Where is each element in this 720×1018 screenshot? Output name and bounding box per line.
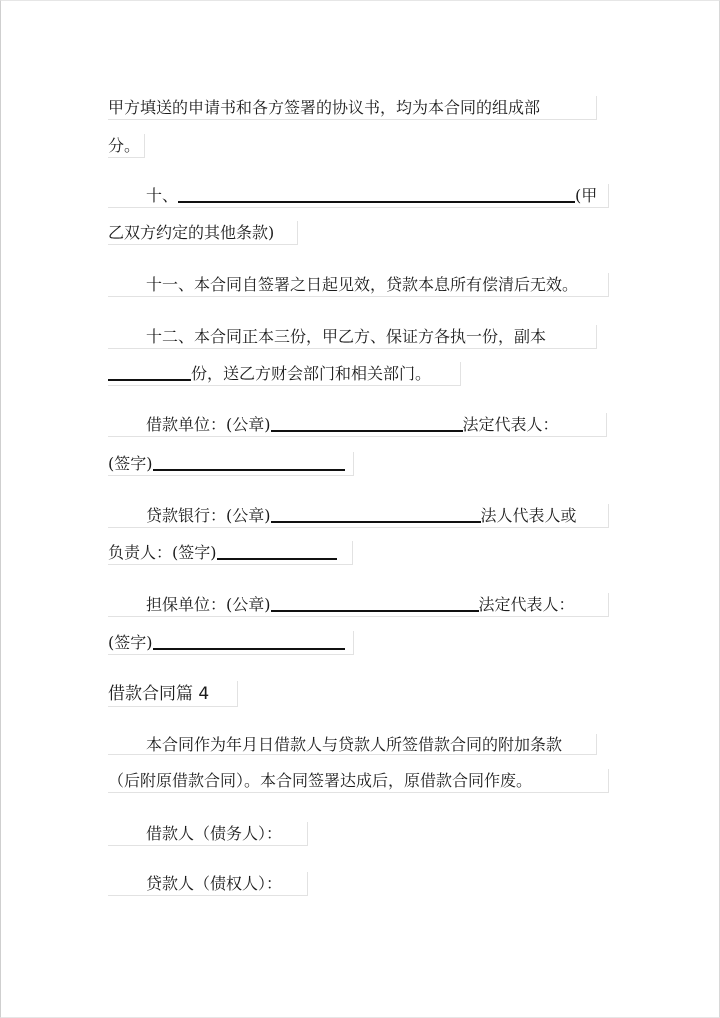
blank-field: [108, 363, 191, 381]
signature-field: [153, 632, 345, 650]
signature-field: [217, 542, 337, 560]
creditor-line: [108, 872, 308, 896]
blank-field: [271, 594, 479, 612]
clause-ten-line: [108, 184, 609, 208]
debtor-line: [108, 822, 308, 846]
creditor-label: 贷款人（债权人）：: [146, 874, 283, 893]
signature-field: [153, 453, 345, 471]
clause-eleven-line: [108, 273, 609, 297]
borrower-sign-label: (签字): [108, 454, 153, 473]
guarantor-sign-label: (签字): [108, 633, 153, 652]
guarantor-rep-label: 法定代表人：: [478, 595, 575, 614]
bank-sign-label: 负责人：(签字): [108, 543, 217, 562]
paragraph-line: [108, 734, 597, 755]
bank-sign-line: [108, 541, 353, 565]
clause-text: 甲方填送的申请书和各方签署的协议书，均为本合同的组成部: [108, 98, 541, 117]
paragraph-line: [108, 769, 609, 793]
clause-text: 份，送乙方财会部门和相关部门。: [191, 364, 432, 383]
paragraph-text: （后附原借款合同）。本合同签署达成后，原借款合同作废。: [108, 771, 533, 790]
blank-field: [178, 185, 575, 203]
bank-seal-label: 贷款银行：(公章): [146, 506, 271, 525]
bank-rep-label: 法人代表人或: [480, 506, 577, 525]
guarantor-seal-line: [108, 593, 609, 617]
clause-text-line: [108, 96, 597, 120]
clause-text-line: [108, 134, 145, 158]
guarantor-sign-line: [108, 631, 354, 655]
bank-seal-line: [108, 504, 609, 528]
borrower-rep-label: 法定代表人：: [462, 415, 559, 434]
clause-twelve-line: [108, 325, 597, 349]
borrower-seal-label: 借款单位：(公章): [146, 415, 271, 434]
clause-number: 十、: [146, 186, 179, 205]
clause-text: 乙双方约定的其他条款): [108, 223, 275, 242]
debtor-label: 借款人（债务人）：: [146, 824, 283, 843]
section-heading: [108, 681, 238, 707]
clause-text: (甲: [575, 186, 598, 205]
clause-text: 十一、本合同自签署之日起见效，贷款本息所有偿清后无效。: [146, 275, 579, 294]
guarantor-seal-label: 担保单位：(公章): [146, 595, 271, 614]
clause-twelve-cont-line: [108, 362, 461, 386]
blank-field: [271, 414, 463, 432]
clause-text: 十二、本合同正本三份，甲乙方、保证方各执一份，副本: [146, 327, 547, 346]
paragraph-text: 本合同作为年月日借款人与贷款人所签借款合同的附加条款: [146, 735, 563, 754]
blank-field: [271, 505, 481, 523]
clause-text: 分。: [108, 136, 141, 155]
clause-text-line: [108, 221, 298, 245]
section-heading-text: 借款合同篇 4: [108, 684, 210, 704]
borrower-sign-line: [108, 452, 354, 476]
borrower-seal-line: [108, 413, 607, 437]
